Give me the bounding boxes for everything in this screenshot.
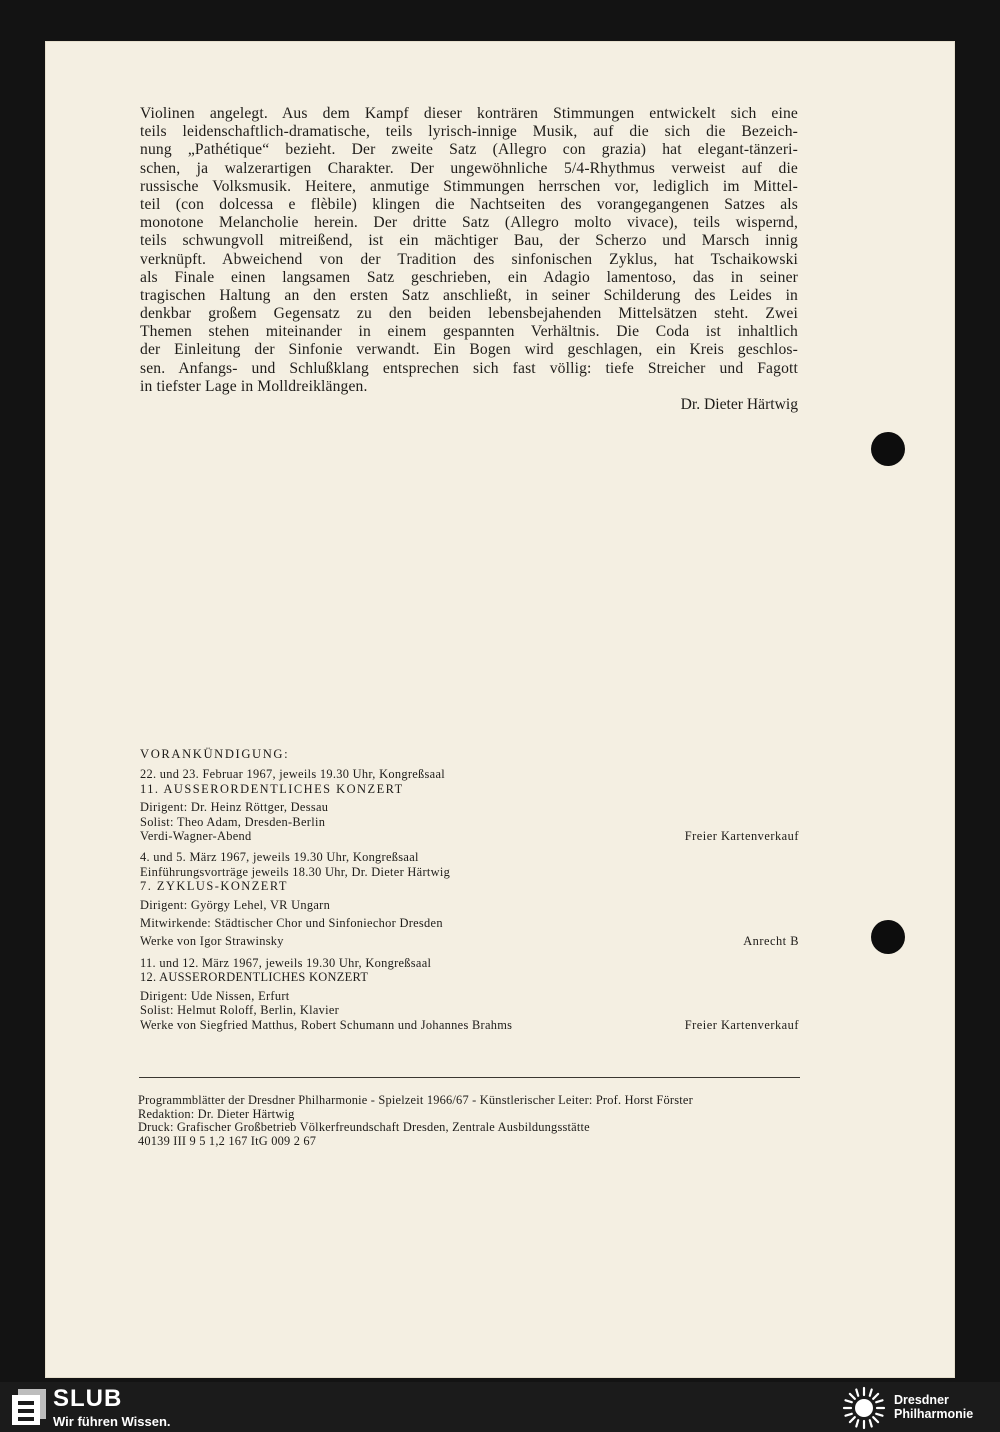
concert-program: Werke von Siegfried Matthus, Robert Schumann und Johannes Brahms <box>140 1017 513 1032</box>
concert-date: 11. und 12. März 1967, jeweils 19.30 Uhr, Kongreßsaal <box>140 955 432 970</box>
concert-date: 4. und 5. März 1967, jeweils 19.30 Uhr, Kongreßsaal <box>140 850 419 865</box>
concert-ticket-info: Anrecht B <box>743 934 799 949</box>
slub-logo-icon <box>12 1389 46 1425</box>
concert-conductor: Dirigent: Ude Nissen, Erfurt <box>140 988 290 1003</box>
concert-participants: Mitwirkende: Städtischer Chor und Sinfoniechor Dresden <box>140 916 443 931</box>
essay-line: denkbar großem Gegensatz zu den beiden lebensbejahenden Mittelsätzen steht. Zwei <box>140 305 798 323</box>
imprint-publisher: Programmblätter der Dresdner Philharmonie - Spielzeit 1966/67 - Künstlerischer Leiter: Prof. Horst Förster <box>138 1093 693 1107</box>
essay-line: monotone Melancholie herein. Der dritte Satz (Allegro molto vivace), teils wispernd, <box>140 214 798 232</box>
essay-line: teils schwungvoll mitreißend, ist ein mächtiger Bau, der Scherzo und Marsch innig <box>140 232 798 250</box>
concert-title: 11. AUSSERORDENTLICHES KONZERT <box>140 781 404 796</box>
punch-hole <box>871 432 905 466</box>
concert-soloist: Solist: Theo Adam, Dresden-Berlin <box>140 814 326 829</box>
essay-line: sen. Anfangs- und Schlußklang entsprechen sich fast völlig: tiefe Streicher und Fagott <box>140 359 798 377</box>
concert-ticket-info: Freier Kartenverkauf <box>684 1017 799 1032</box>
announcement-section <box>140 747 799 1039</box>
concert-soloist: Solist: Helmut Roloff, Berlin, Klavier <box>140 1003 340 1018</box>
imprint <box>138 1094 803 1148</box>
imprint-print-code: 40139 III 9 5 1,2 167 ItG 009 2 67 <box>138 1133 317 1148</box>
essay-line: der Einleitung der Sinfonie verwandt. Ein Bogen wird geschlagen, ein Kreis geschlos- <box>140 341 798 359</box>
essay-line: russische Volksmusik. Heitere, anmutige Stimmungen herrschen vor, lediglich im Mittel- <box>140 177 798 195</box>
concert-program: Werke von Igor Strawinsky <box>140 934 284 949</box>
concert-conductor: Dirigent: György Lehel, VR Ungarn <box>140 897 331 912</box>
essay-line: in tiefster Lage in Molldreiklängen. <box>140 377 368 395</box>
essay-line: teil (con dolcessa e flèbile) klingen die Nachtseiten des vorangegangenen Satzes als <box>140 195 798 213</box>
concert-title: 7. ZYKLUS-KONZERT <box>140 879 288 894</box>
divider-line <box>139 1077 800 1078</box>
philharmonie-name-line: Philharmonie <box>894 1407 974 1421</box>
slub-brand-name: SLUB <box>53 1385 123 1412</box>
essay-line: nung „Pathétique“ bezieht. Der zweite Satz (Allegro con grazia) hat elegant-tänzeri- <box>140 141 798 159</box>
essay-line: tragischen Haltung an den ersten Satz anschließt, in seiner Schilderung des Leides in <box>140 286 798 304</box>
concert-program: Verdi-Wagner-Abend <box>140 829 252 844</box>
punch-hole <box>871 920 905 954</box>
concert-entry <box>140 850 799 948</box>
essay-line: teils leidenschaftlich-dramatische, teils lyrisch-innige Musik, auf die sich die Bezeich- <box>140 123 798 141</box>
concert-entry <box>140 956 799 1032</box>
essay-text <box>140 105 798 396</box>
concert-title: 12. AUSSERORDENTLICHES KONZERT <box>140 970 369 985</box>
concert-date: 22. und 23. Februar 1967, jeweils 19.30 Uhr, Kongreßsaal <box>140 767 446 782</box>
concert-conductor: Dirigent: Dr. Heinz Röttger, Dessau <box>140 800 329 815</box>
footer-bar <box>0 1382 1000 1432</box>
essay-line: verknüpft. Abweichend von der Tradition des sinfonischen Zyklus, hat Tschaikowski <box>140 250 798 268</box>
philharmonie-name-line: Dresdner <box>894 1393 949 1407</box>
announcement-heading: VORANKÜNDIGUNG: <box>140 747 290 761</box>
essay-line: Violinen angelegt. Aus dem Kampf dieser konträren Stimmungen entwickelt sich eine <box>140 105 798 122</box>
slub-tagline: Wir führen Wissen. <box>53 1414 171 1429</box>
philharmonie-logo-icon <box>842 1386 886 1430</box>
essay-author: Dr. Dieter Härtwig <box>680 396 798 413</box>
philharmonie-name <box>894 1393 973 1421</box>
imprint-printer: Druck: Grafischer Großbetrieb Völkerfreundschaft Dresden, Zentrale Ausbildungsstätte <box>138 1120 590 1135</box>
essay-line: als Finale einen langsamen Satz geschrieben, ein Adagio lamentoso, das in seiner <box>140 268 798 286</box>
concert-entry <box>140 767 799 843</box>
imprint-editor: Redaktion: Dr. Dieter Härtwig <box>138 1106 295 1121</box>
concert-ticket-info: Freier Kartenverkauf <box>684 829 799 844</box>
essay-line: schen, ja walzerartigen Charakter. Der ungewöhnliche 5/4-Rhythmus verweist auf die <box>140 159 798 177</box>
concert-intro-talk: Einführungsvorträge jeweils 18.30 Uhr, Dr. Dieter Härtwig <box>140 864 451 879</box>
essay-line: Themen stehen miteinander in einem gespannten Verhältnis. Die Coda ist inhaltlich <box>140 323 798 341</box>
